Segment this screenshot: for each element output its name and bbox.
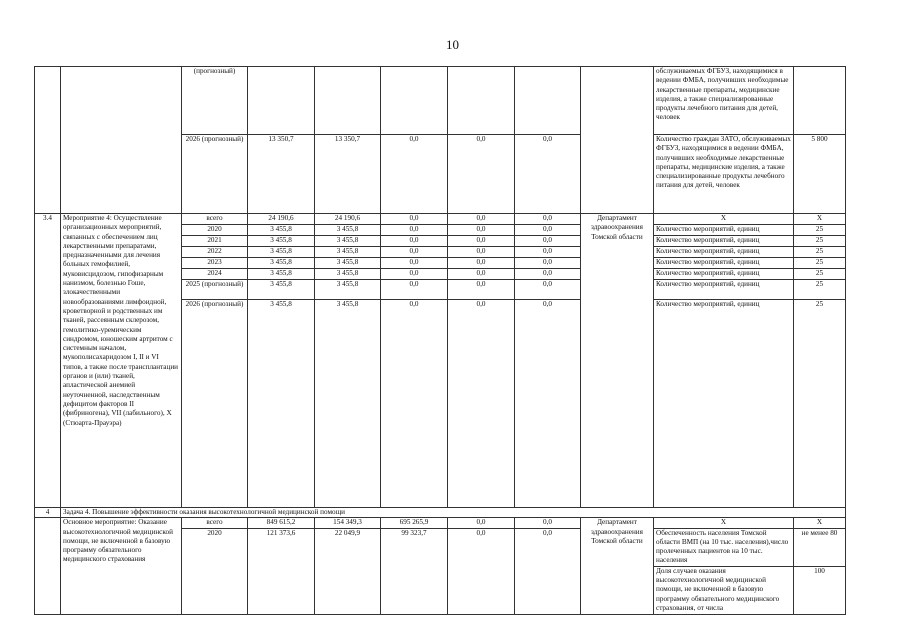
event-name: Мероприятие 4: Осуществление организационных мероприятий, связанных с обеспечением лиц лекарственными препаратами, предназначенными для лечения больных гемофилией, муковисцидозом, гипофизарным нанизмом, болезнью Гоше, злокачественными новообразованиями лимфоидной, кроветворной и родственных им тканей, рассеянным склерозом, гемолитико-уремическим синдромом, юношеским артритом с системным началом, мукополисахаридозом I, II и VI типов, а также после трансплантации органов и (или) тканей, апластической анемией неуточненной, наследственным дефицитом факторов II (фибриногена), VII (лабильного), X (Стюарта-Прауэра)	[61, 214, 182, 508]
task-title: Задача 4. Повышение эффективности оказания высокотехнологичной медицинской помощи	[61, 508, 846, 518]
executor-cell: Департамент здравоохранения Томской области	[581, 518, 654, 614]
table-row: 2020 3 455,8 3 455,8 0,0 0,0 0,0 Количество мероприятий, единиц 25	[35, 225, 846, 236]
table-row	[35, 67, 846, 135]
indicator-cell: Обеспеченность населения Томской области ВМП (на 10 тыс. населения),число пролеченных пациентов на 10 тыс. населения	[654, 528, 794, 566]
table-row	[35, 508, 846, 518]
row-number: 3.4	[35, 214, 61, 508]
year-cell: 2026 (прогнозный)	[182, 135, 248, 214]
indicator-cell: Доля случаев оказания высокотехнологичной медицинской помощи, не включенной в базовую программу обязательного медицинского страхования, от числа	[654, 566, 794, 614]
program-table	[34, 66, 846, 615]
page-number: 10	[446, 37, 459, 52]
table-row: 2020 121 373,6 22 049,9 99 323,7 0,0 0,0 Обеспеченность населения Томской области ВМП (на 10 тыс. населения),число пролеченных пациентов на 10 тыс. населения не менее 80	[35, 528, 846, 566]
table-row: 2023 3 455,8 3 455,8 0,0 0,0 0,0 Количество мероприятий, единиц 25	[35, 258, 846, 269]
target-cell: не менее 80	[794, 528, 846, 566]
indicator-cell: обслуживаемых ФГБУЗ, находящимися в ведении ФМБА, получивших необходимые лекарственные препараты, медицинские изделия, а также специализированные продукты лечебного питания для детей, человек	[654, 67, 794, 135]
value-cell: 0,0	[448, 135, 515, 214]
row-number: 4	[35, 508, 61, 518]
value-cell: 0,0	[515, 135, 581, 214]
table-row: Основное мероприятие: Оказание высокотехнологичной медицинской помощи, не включенной в базовую программу обязательного медицинского страхования всего 849 615,2 154 349,3 695 265,9 0,0 0,0 Департамент здравоохранения Томской области X X	[35, 518, 846, 528]
table-row: 2024 3 455,8 3 455,8 0,0 0,0 0,0 Количество мероприятий, единиц 25	[35, 269, 846, 280]
value-cell: 13 350,7	[315, 135, 381, 214]
value-cell: 0,0	[381, 135, 448, 214]
table-row: 2022 3 455,8 3 455,8 0,0 0,0 0,0 Количество мероприятий, единиц 25	[35, 247, 846, 258]
indicator-cell: Количество граждан ЗАТО, обслуживаемых ФГБУЗ, находящимися в ведении ФМБА, получивших необходимые лекарственные препараты, медицинские изделия, а также специализированные продукты лечебного питания для детей, человек	[654, 135, 794, 214]
target-cell: 5 800	[794, 135, 846, 214]
table-row: 3.4 Мероприятие 4: Осуществление организационных мероприятий, связанных с обеспечением лиц лекарственными препаратами, предназначенными для лечения больных гемофилией, муковисцидозом, гипофизарным нанизмом, болезнью Гоше, злокачественными новообразованиями лимфоидной, кроветворной и родственных им тканей, рассеянным склерозом, гемолитико-уремическим синдромом, юношеским артритом с системным началом, мукополисахаридозом I, II и VI типов, а также после трансплантации органов и (или) тканей, апластической анемией неуточненной, наследственным дефицитом факторов II (фибриногена), VII (лабильного), X (Стюарта-Прауэра) всего 24 190,6 24 190,6 0,0 0,0 0,0 Департамент здравоохранения Томской области X X	[35, 214, 846, 225]
value-cell: 13 350,7	[248, 135, 315, 214]
table-row: 2025 (прогнозный) 3 455,8 3 455,8 0,0 0,0 0,0 Количество мероприятий, единиц 25	[35, 280, 846, 300]
table-row: 2026 (прогнозный) 3 455,8 3 455,8 0,0 0,0 0,0 Количество мероприятий, единиц 25	[35, 300, 846, 508]
year-cell: (прогнозный)	[182, 67, 248, 135]
event-name: Основное мероприятие: Оказание высокотехнологичной медицинской помощи, не включенной в базовую программу обязательного медицинского страхования	[61, 518, 182, 614]
table-row: 2021 3 455,8 3 455,8 0,0 0,0 0,0 Количество мероприятий, единиц 25	[35, 236, 846, 247]
executor-cell: Департамент здравоохранения Томской области	[581, 214, 654, 508]
target-cell: 100	[794, 566, 846, 614]
